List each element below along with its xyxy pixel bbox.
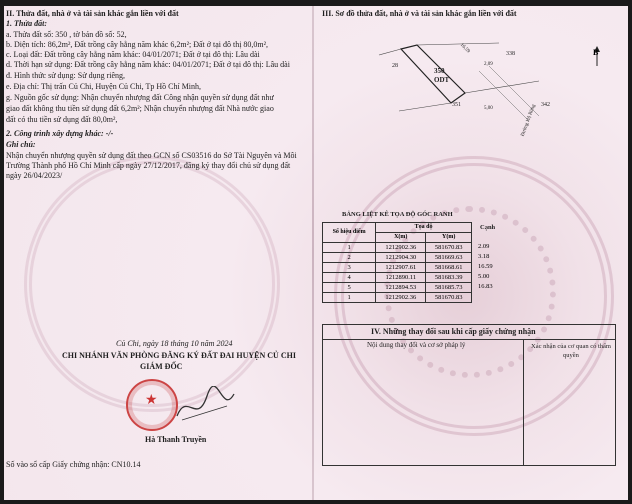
subsection-land: 1. Thửa đất: xyxy=(6,19,48,28)
map-edge-label: 16,59 xyxy=(458,42,471,55)
table-row: 1 1212902.36 581670.83 xyxy=(323,243,472,253)
edge-list xyxy=(478,242,493,292)
section-title-left: II. Thửa đất, nhà ở và tài sản khác gắn liền với đất xyxy=(6,9,179,18)
col-y: Y(m) xyxy=(426,233,472,243)
changes-col1-label: Nội dung thay đổi và cơ sở pháp lý xyxy=(367,341,466,349)
coord-table xyxy=(322,222,472,303)
land-line: giao đất không thu tiền sử dụng đất 6,2m²; Nhận chuyển nhượng đất Nhà nước giao xyxy=(6,104,274,113)
land-line: b. Diện tích: 86,2m², Đất trồng cây hằng năm khác 6,2m²; Đất ở tại đô thị 80,0m², xyxy=(6,40,269,49)
edge-value: 2.09 xyxy=(478,243,490,250)
section-title-right: III. Sơ đồ thửa đất, nhà ở và tài sản khác gắn liền với đất xyxy=(322,9,517,18)
land-line: g. Nguồn gốc sử dụng: Nhận chuyển nhượng đất Công nhận quyền sử dụng đất như xyxy=(6,93,274,102)
map-label-28: 28 xyxy=(392,63,398,69)
edge-value: 16.83 xyxy=(478,283,493,290)
changes-table xyxy=(322,324,616,466)
note-line: ngày 26/04/2023/ xyxy=(6,171,63,180)
land-line: c. Loại đất: Đất trồng cây hằng năm khác: 04/01/2071; Đất ở tại đô thị: Lâu dài xyxy=(6,50,260,59)
official-stamp: ★ xyxy=(126,379,178,431)
parcel-map xyxy=(339,41,579,141)
changes-title: IV. Những thay đổi sau khi cấp giấy chứng nhận xyxy=(371,327,536,336)
table-row: 4 1212890.11 581683.39 xyxy=(323,273,472,283)
watermark-left xyxy=(24,156,280,412)
coord-table-title: BẢNG LIỆT KÊ TỌA ĐỘ GÓC RANH xyxy=(342,211,453,218)
table-row: 1 1212902.36 581670.83 xyxy=(323,293,472,303)
table-row: 3 1212907.61 581668.61 xyxy=(323,263,472,273)
land-line: e. Địa chỉ: Thị trấn Củ Chi, Huyện Củ Chi, Tp Hồ Chí Minh, xyxy=(6,82,202,91)
signature xyxy=(172,386,242,426)
director-title: GIÁM ĐỐC xyxy=(140,362,183,371)
certificate-page xyxy=(4,6,628,500)
north-label: B xyxy=(593,48,599,57)
edge-value: 16.59 xyxy=(478,263,493,270)
note-line: Trường Thành phố Hồ Chí Minh cấp ngày 27/12/2017, đăng ký thay đổi chủ sử dụng đất xyxy=(6,161,291,170)
land-line: đ. Hình thức sử dụng: Sử dụng riêng, xyxy=(6,71,126,80)
map-edge-label: 5,00 xyxy=(484,106,493,111)
map-label-351: 351 xyxy=(452,102,461,108)
office-name: CHI NHÁNH VĂN PHÒNG ĐĂNG KÝ ĐẤT ĐAI HUYỆN CỦ CHI xyxy=(62,351,296,360)
table-row: 2 1212904.30 581669.63 xyxy=(323,253,472,263)
signer-name: Hà Thanh Truyền xyxy=(145,435,207,444)
date-line: Củ Chi, ngày 18 tháng 10 năm 2024 xyxy=(116,339,233,348)
changes-col-content xyxy=(323,339,524,465)
note-label: Ghi chú: xyxy=(6,140,36,149)
changes-header xyxy=(323,325,615,340)
edge-value: 3.18 xyxy=(478,253,490,260)
col-edge: Cạnh xyxy=(480,224,496,231)
subsection-building: 2. Công trình xây dựng khác: -/- xyxy=(6,129,114,138)
note-line: Nhận chuyển nhượng quyền sử dụng đất theo GCN số CS03516 do Sở Tài Nguyên và Môi xyxy=(6,151,297,160)
map-label-342: 342 xyxy=(541,102,550,108)
land-line: đất có thu tiền sử dụng đất 80,0m², xyxy=(6,115,118,124)
map-label-350: 350 xyxy=(434,67,445,75)
col-x: X(m) xyxy=(376,233,426,243)
changes-col2-label: Xác nhận của cơ quan có thẩm quyền xyxy=(531,343,611,359)
register-number: Số vào sổ cấp Giấy chứng nhận: CN10.14 xyxy=(6,460,141,469)
map-edge-label: 2,09 xyxy=(484,62,493,67)
page-fold xyxy=(312,6,314,500)
col-point: Số hiệu điểm xyxy=(323,223,376,243)
land-line: a. Thửa đất số: 350 , tờ bản đồ số: 52, xyxy=(6,30,127,39)
edge-value: 5.00 xyxy=(478,273,490,280)
map-label-odt: ODT xyxy=(434,76,450,84)
road-label: Đường Hộ Rừng xyxy=(520,103,537,138)
table-row: 5 1212894.53 581685.73 xyxy=(323,283,472,293)
map-label-338: 338 xyxy=(506,51,515,57)
col-coord: Tọa độ xyxy=(376,223,472,233)
land-line: d. Thời hạn sử dụng: Đất trồng cây hằng năm khác: 04/01/2071; Đất ở tại đô thị: Lâu dài xyxy=(6,60,290,69)
